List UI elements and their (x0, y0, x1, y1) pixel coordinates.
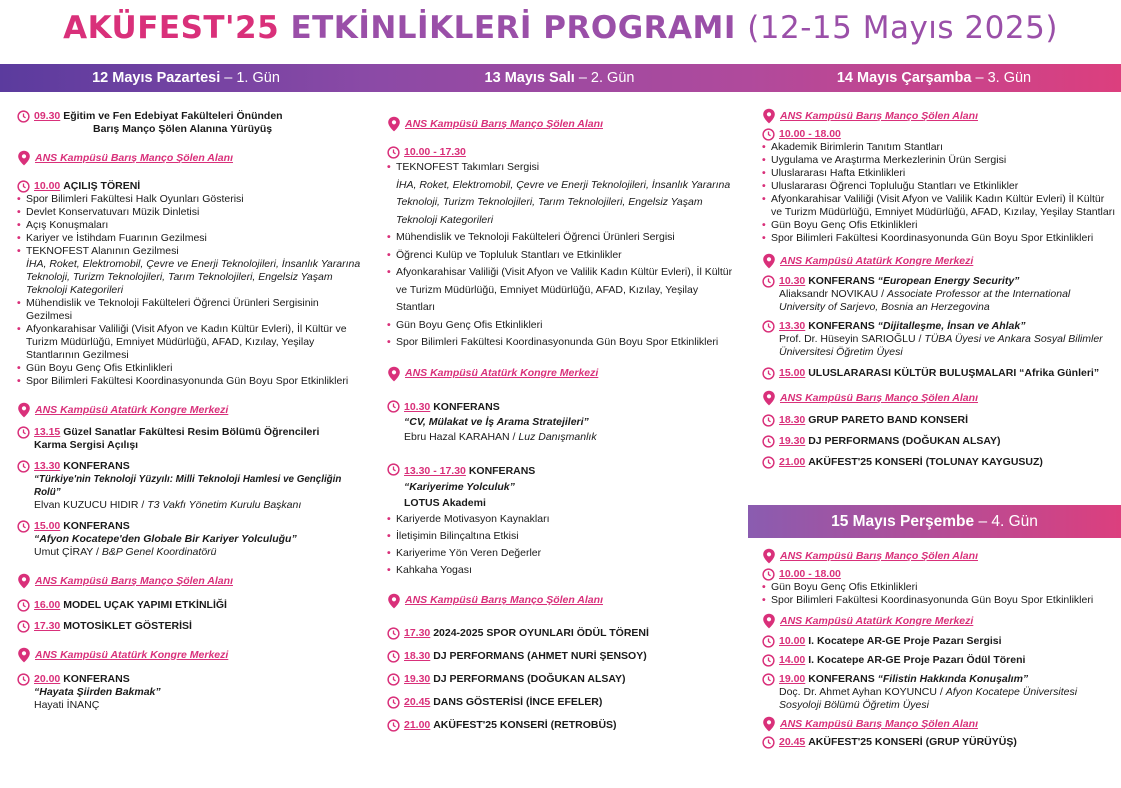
event (762, 654, 1117, 667)
speaker-name: Hayati İNANÇ (34, 699, 100, 711)
event (387, 463, 735, 511)
day-2-column (387, 110, 735, 732)
location (387, 116, 735, 132)
speaker-role: Luz Danışmanlık (518, 430, 597, 443)
clock-icon (387, 400, 400, 413)
location (387, 366, 735, 382)
day-3-column (762, 108, 1117, 469)
location (762, 390, 1117, 406)
day-header-4 (748, 505, 1121, 538)
clock-icon (17, 426, 30, 439)
event-time: 16.00 (34, 599, 61, 611)
list-item-detail: İHA, Roket, Elektromobil, Çevre ve Enerji Teknolojileri, İnsanlık Yararına Teknoloji, Turizm Teknolojileri, Tarım Teknolojileri, Engelsiz Yaşam Teknoloji Kategorileri (396, 178, 731, 226)
list-item: • Kahkaha Yogası (387, 562, 735, 579)
location-label: ANS Kampüsü Atatürk Kongre Merkezi (405, 367, 599, 379)
list-item: • Spor Bilimleri Fakültesi Koordinasyonunda Gün Boyu Spor Etkinlikleri (762, 232, 1117, 245)
day-header-3 (747, 64, 1121, 92)
location (17, 573, 367, 589)
location-label: ANS Kampüsü Atatürk Kongre Merkezi (35, 403, 229, 416)
event-title: DJ PERFORMANS (AHMET NURİ ŞENSOY) (433, 649, 647, 662)
clock-icon (387, 146, 400, 159)
clock-icon (387, 696, 400, 709)
location-label: ANS Kampüsü Barış Manço Şölen Alanı (35, 151, 233, 164)
list-item: • Devlet Konservatuvarı Müzik Dinletisi (17, 206, 367, 219)
title-festival: AKÜFEST'25 (63, 10, 280, 46)
event: 10.30 KONFERANS “CV, Mülakat ve İş Arama Stratejileri” Ebru Hazal KARAHAN / Luz Danışmanlık (387, 400, 735, 445)
speaker-role: TÜBA Üyesi ve Ankara Sosyal Bilimler Üniversitesi Öğretim Üyesi (779, 333, 1103, 358)
event (17, 110, 367, 136)
list-item: • TEKNOFEST Takımları Sergisi (387, 159, 735, 177)
clock-icon (762, 568, 775, 581)
event-time: 17.30 (34, 620, 61, 632)
event (17, 673, 367, 712)
day-name: 14 Mayıs Çarşamba (836, 70, 972, 86)
list-item: • Kariyerde Motivasyon Kaynakları (387, 511, 735, 528)
list-item: • Afyonkarahisar Valiliği (Visit Afyon ve Valilik Kadın Kültür Evleri), İl Kültür ve Turizm Müdürlüğü, Emniyet Müdürlüğü, AFAD, Kızılay, Yeşilay Stantları (387, 264, 735, 317)
speaker-name: Aliaksandr NOVIKAU (779, 288, 879, 300)
event-time: 18.30 (779, 414, 806, 426)
conference-topic: “Filistin Hakkında Konuşalım” (877, 673, 1029, 685)
event-time: 13.30 (34, 460, 61, 472)
event-title: KONFERANS (808, 320, 875, 332)
clock-icon (762, 673, 775, 686)
clock-icon (17, 620, 30, 633)
event-title: DANS GÖSTERİSİ (İNCE EFELER) (433, 695, 603, 708)
location-pin-icon (762, 548, 776, 564)
list-item: • Uluslararası Öğrenci Topluluğu Stantları ve Etkinlikler (762, 180, 1117, 193)
list-item: • Açış Konuşmaları (17, 219, 367, 232)
event-title: AKÜFEST'25 KONSERİ (GRUP YÜRÜYÜŞ) (808, 736, 1017, 748)
list-item-detail: İHA, Roket, Elektromobil, Çevre ve Enerji Teknolojileri, İnsanlık Yararına Teknoloji, Turizm Teknolojileri, Tarım Teknolojileri, Engelsiz Yaşam Teknoloji Kategorileri (26, 258, 361, 296)
location-label: ANS Kampüsü Barış Manço Şölen Alanı (780, 549, 978, 562)
location-label: ANS Kampüsü Atatürk Kongre Merkezi (780, 614, 974, 627)
location-pin-icon (387, 593, 401, 609)
event-time: 10.00 (779, 635, 806, 647)
clock-icon (17, 110, 30, 123)
list-item: • Gün Boyu Genç Ofis Etkinlikleri (387, 317, 735, 335)
event-title: GRUP PARETO BAND KONSERİ (808, 414, 969, 426)
location-label: ANS Kampüsü Barış Manço Şölen Alanı (780, 109, 978, 122)
location-pin-icon (17, 402, 31, 418)
event-time: 10.30 (779, 275, 806, 287)
event: 15.00 KONFERANS “Afyon Kocatepe'den Globale Bir Kariyer Yolculuğu” Umut ÇİRAY / B&P Genel Koordinatörü (17, 520, 367, 559)
location-pin-icon (387, 366, 401, 382)
day-1-column (17, 110, 367, 712)
conference-topic: “European Energy Security” (877, 275, 1020, 287)
location (17, 647, 367, 663)
location-label: ANS Kampüsü Atatürk Kongre Merkezi (780, 254, 974, 267)
event-title: DJ PERFORMANS (DOĞUKAN ALSAY) (433, 672, 626, 685)
clock-icon (762, 635, 775, 648)
location-pin-icon (17, 647, 31, 663)
event-title: AKÜFEST'25 KONSERİ (TOLUNAY KAYGUSUZ) (808, 456, 1043, 468)
location-pin-icon (387, 116, 401, 132)
event-title: AKÜFEST'25 KONSERİ (RETROBÜS) (433, 718, 617, 731)
event (17, 599, 367, 612)
speaker-name: Umut ÇİRAY (34, 546, 94, 558)
event (762, 456, 1117, 469)
day-header-1 (0, 64, 372, 92)
list-item: • Uluslararası Hafta Etkinlikleri (762, 167, 1117, 180)
event (762, 736, 1117, 749)
event-time: 15.00 (34, 520, 61, 532)
day-suffix: – 1. Gün (220, 70, 280, 86)
clock-icon (17, 180, 30, 193)
event-time: 10.00 - 17.30 (404, 146, 466, 158)
conference-topic: “Afyon Kocatepe'den Globale Bir Kariyer Yolculuğu” (34, 533, 297, 545)
location (17, 150, 367, 166)
clock-icon (387, 650, 400, 663)
event-time: 15.00 (779, 367, 806, 379)
event-time: 14.00 (779, 654, 806, 666)
location-pin-icon (17, 573, 31, 589)
clock-icon (387, 463, 400, 476)
event-time: 20.45 (779, 736, 806, 748)
event-items (17, 193, 367, 388)
list-item: • Spor Bilimleri Fakültesi Koordinasyonunda Gün Boyu Spor Etkinlikleri (17, 375, 367, 388)
event-title: KONFERANS (63, 673, 130, 685)
speaker-role: Afyon Kocatepe Üniversitesi Sosyoloji Bölümü Öğretim Üyesi (779, 686, 1078, 711)
event (387, 673, 735, 686)
event-title: KONFERANS (808, 673, 875, 685)
event-time: 09.30 (34, 110, 61, 122)
event-title: Eğitim ve Fen Edebiyat Fakülteleri Önünden (63, 110, 283, 122)
event (387, 627, 735, 640)
event-time: 20.00 (34, 673, 61, 685)
location-pin-icon (17, 150, 31, 166)
event-items (387, 511, 735, 579)
event-time: 13.30 - 17.30 (404, 464, 466, 477)
event: 13.30 KONFERANS “Türkiye'nin Teknoloji Yüzyılı: Milli Teknoloji Hamlesi ve Gençliğin Rolü” Elvan KUZUCU HIDIR / T3 Vakfı Yönetim Kurulu Başkanı (17, 460, 367, 512)
conference-topic: “CV, Mülakat ve İş Arama Stratejileri” (404, 415, 589, 428)
location (762, 613, 1117, 629)
location-label: ANS Kampüsü Atatürk Kongre Merkezi (35, 648, 229, 661)
event-time: 17.30 (404, 626, 431, 639)
clock-icon (387, 719, 400, 732)
list-item: • Gün Boyu Genç Ofis Etkinlikleri (17, 362, 367, 375)
speaker-name: Doç. Dr. Ahmet Ayhan KOYUNCU (779, 686, 937, 698)
list-item: • Akademik Birimlerin Tanıtım Stantları (762, 141, 1117, 154)
clock-icon (762, 128, 775, 141)
event-title: KONFERANS (468, 464, 536, 477)
day-suffix: – 4. Gün (974, 513, 1038, 530)
list-item: • Spor Bilimleri Fakültesi Koordinasyonunda Gün Boyu Spor Etkinlikleri (762, 594, 1117, 607)
location-label: ANS Kampüsü Barış Manço Şölen Alanı (780, 717, 978, 730)
location (762, 108, 1117, 124)
day-name: 13 Mayıs Salı (484, 70, 575, 86)
event: 10.30 KONFERANS “European Energy Security” Aliaksandr NOVIKAU / Associate Professor at the International University of Sarjevo, Bosnia an Herzegovina (762, 275, 1117, 314)
event-title: ULUSLARARASI KÜLTÜR BULUŞMALARI “Afrika Günleri” (808, 367, 1100, 379)
location (762, 253, 1117, 269)
event-title: I. Kocatepe AR-GE Proje Pazarı Ödül Töreni (808, 654, 1026, 666)
clock-icon (17, 673, 30, 686)
event-title: KONFERANS (433, 400, 500, 413)
clock-icon (762, 275, 775, 288)
list-item: • Mühendislik ve Teknoloji Fakülteleri Öğrenci Ürünleri Sergisinin Gezilmesi (17, 297, 367, 323)
event-time: 19.30 (404, 672, 431, 685)
clock-icon (762, 456, 775, 469)
event (762, 435, 1117, 448)
list-item: • Kariyer ve İstihdam Fuarının Gezilmesi (17, 232, 367, 245)
location-pin-icon (762, 253, 776, 269)
location (387, 593, 735, 609)
list-item: • Afyonkarahisar Valiliği (Visit Afyon ve Valilik Kadın Kültür Evleri) İl Kültür ve Turizm Müdürlüğü, Emniyet Müdürlüğü, AFAD, Kızılay, Yeşilay Stantları (762, 193, 1117, 219)
list-item: • Uygulama ve Araştırma Merkezlerinin Ürün Sergisi (762, 154, 1117, 167)
location-pin-icon (762, 716, 776, 732)
event-time: 21.00 (779, 456, 806, 468)
list-item: • Gün Boyu Genç Ofis Etkinlikleri (762, 219, 1117, 232)
event-title: AÇILIŞ TÖRENİ (63, 180, 141, 192)
event-time: 19.30 (779, 435, 806, 447)
day-name: 15 Mayıs Perşembe (831, 513, 975, 530)
event-title: MOTOSİKLET GÖSTERİSİ (63, 620, 192, 632)
event (762, 128, 1117, 141)
event (762, 635, 1117, 648)
day-header-2 (372, 64, 747, 92)
event-time: 10.00 - 18.00 (779, 128, 841, 140)
event-time: 10.30 (404, 400, 431, 413)
event: 13.30 KONFERANS “Dijitalleşme, İnsan ve Ahlak” Prof. Dr. Hüseyin SARIOĞLU / TÜBA Üyesi ve Ankara Sosyal Bilimler Üniversitesi Öğretim Üyesi (762, 320, 1117, 359)
list-item: • Afyonkarahisar Valiliği (Visit Afyon ve Kadın Kültür Evleri), İl Kültür ve Turizm Müdürlüğü, Emniyet Müdürlüğü, AFAD, Kızılay, Yeşilay Stantlarının Gezilmesi (17, 323, 367, 362)
location-label: ANS Kampüsü Barış Manço Şölen Alanı (780, 391, 978, 404)
day-suffix: – 3. Gün (971, 70, 1032, 86)
list-item: • Gün Boyu Genç Ofis Etkinlikleri (762, 581, 1117, 594)
event-time: 20.45 (404, 695, 431, 708)
location (762, 548, 1117, 564)
location-pin-icon (762, 108, 776, 124)
location-pin-icon (762, 613, 776, 629)
list-item: • TEKNOFEST Alanının Gezilmesi (17, 245, 367, 258)
event-time: 18.30 (404, 649, 431, 662)
speaker-name: Ebru Hazal KARAHAN (404, 430, 510, 443)
title-dates: (12-15 Mayıs 2025) (747, 10, 1058, 46)
event (762, 414, 1117, 427)
clock-icon (762, 736, 775, 749)
speaker-name: Elvan KUZUCU HIDIR (34, 499, 139, 511)
location-label: ANS Kampüsü Barış Manço Şölen Alanı (35, 574, 233, 587)
conference-topic: “Hayata Şiirden Bakmak” (34, 686, 161, 698)
list-item: • İletişimin Bilinçaltına Etkisi (387, 528, 735, 545)
title-program: ETKİNLİKLERİ PROGRAMI (290, 10, 736, 46)
location-pin-icon (762, 390, 776, 406)
event: 19.00 KONFERANS “Filistin Hakkında Konuşalım” Doç. Dr. Ahmet Ayhan KOYUNCU / Afyon Kocatepe Üniversitesi Sosyoloji Bölümü Öğretim Üyesi (762, 673, 1117, 712)
clock-icon (17, 460, 30, 473)
conference-topic: “Türkiye'nin Teknoloji Yüzyılı: Milli Teknoloji Hamlesi ve Gençliğin Rolü” (34, 474, 342, 498)
event (17, 620, 367, 633)
clock-icon (762, 654, 775, 667)
event-title-line2: Barış Manço Şölen Alanına Yürüyüş (93, 123, 273, 135)
event-title: KONFERANS (63, 520, 130, 532)
location (762, 716, 1117, 732)
day-4-column (762, 548, 1117, 749)
event-title: KONFERANS (808, 275, 875, 287)
clock-icon (17, 520, 30, 533)
event-time: 10.00 - 18.00 (779, 568, 841, 580)
event-items (387, 159, 735, 352)
event-time: 19.00 (779, 673, 806, 685)
event-title: Güzel Sanatlar Fakültesi Resim Bölümü Öğrencileri (63, 426, 320, 438)
location-label: ANS Kampüsü Barış Manço Şölen Alanı (405, 117, 603, 130)
event-time: 13.30 (779, 320, 806, 332)
event-title: DJ PERFORMANS (DOĞUKAN ALSAY) (808, 435, 1001, 447)
speaker-name: Prof. Dr. Hüseyin SARIOĞLU (779, 333, 916, 345)
event-title: KONFERANS (63, 460, 130, 472)
event (387, 696, 735, 709)
day-suffix: – 2. Gün (574, 70, 635, 86)
clock-icon (387, 627, 400, 640)
event-time: 21.00 (404, 718, 431, 731)
event-time: 10.00 (34, 180, 61, 192)
clock-icon (762, 435, 775, 448)
speaker-role: B&P Genel Koordinatörü (101, 546, 217, 558)
list-item: • Mühendislik ve Teknoloji Fakülteleri Öğrenci Ürünleri Sergisi (387, 229, 735, 247)
event-title: I. Kocatepe AR-GE Proje Pazarı Sergisi (808, 635, 1002, 647)
location (17, 402, 367, 418)
list-item: • Spor Bilimleri Fakültesi Koordinasyonunda Gün Boyu Spor Etkinlikleri (387, 334, 735, 352)
event (17, 426, 367, 452)
clock-icon (762, 320, 775, 333)
list-item: • Spor Bilimleri Fakültesi Halk Oyunları Gösterisi (17, 193, 367, 206)
clock-icon (762, 367, 775, 380)
event-title: 2024-2025 SPOR OYUNLARI ÖDÜL TÖRENİ (433, 626, 649, 639)
speaker-role: Associate Professor at the International University of Sarjevo, Bosnia an Herzegovina (779, 288, 1071, 313)
event (762, 568, 1117, 581)
speaker-role: T3 Vakfı Yönetim Kurulu Başkanı (147, 499, 302, 511)
page-title (0, 10, 1121, 46)
event-items (762, 581, 1117, 607)
clock-icon (762, 414, 775, 427)
event (762, 367, 1117, 380)
event (17, 180, 367, 193)
organizer: LOTUS Akademi (404, 496, 486, 509)
event-title-line2: Karma Sergisi Açılışı (34, 439, 139, 451)
event-items (762, 141, 1117, 245)
clock-icon (17, 599, 30, 612)
clock-icon (387, 673, 400, 686)
event-title: MODEL UÇAK YAPIMI ETKİNLİĞİ (63, 599, 227, 611)
event (387, 719, 735, 732)
event-time: 13.15 (34, 426, 61, 438)
event (387, 650, 735, 663)
event (387, 146, 735, 159)
day-name: 12 Mayıs Pazartesi (92, 70, 221, 86)
conference-topic: “Dijitalleşme, İnsan ve Ahlak” (877, 320, 1026, 332)
list-item: • Kariyerime Yön Veren Değerler (387, 545, 735, 562)
location-label: ANS Kampüsü Barış Manço Şölen Alanı (405, 594, 603, 606)
conference-topic: “Kariyerime Yolculuk” (404, 480, 515, 493)
list-item: • Öğrenci Kulüp ve Topluluk Stantları ve Etkinlikler (387, 247, 735, 265)
